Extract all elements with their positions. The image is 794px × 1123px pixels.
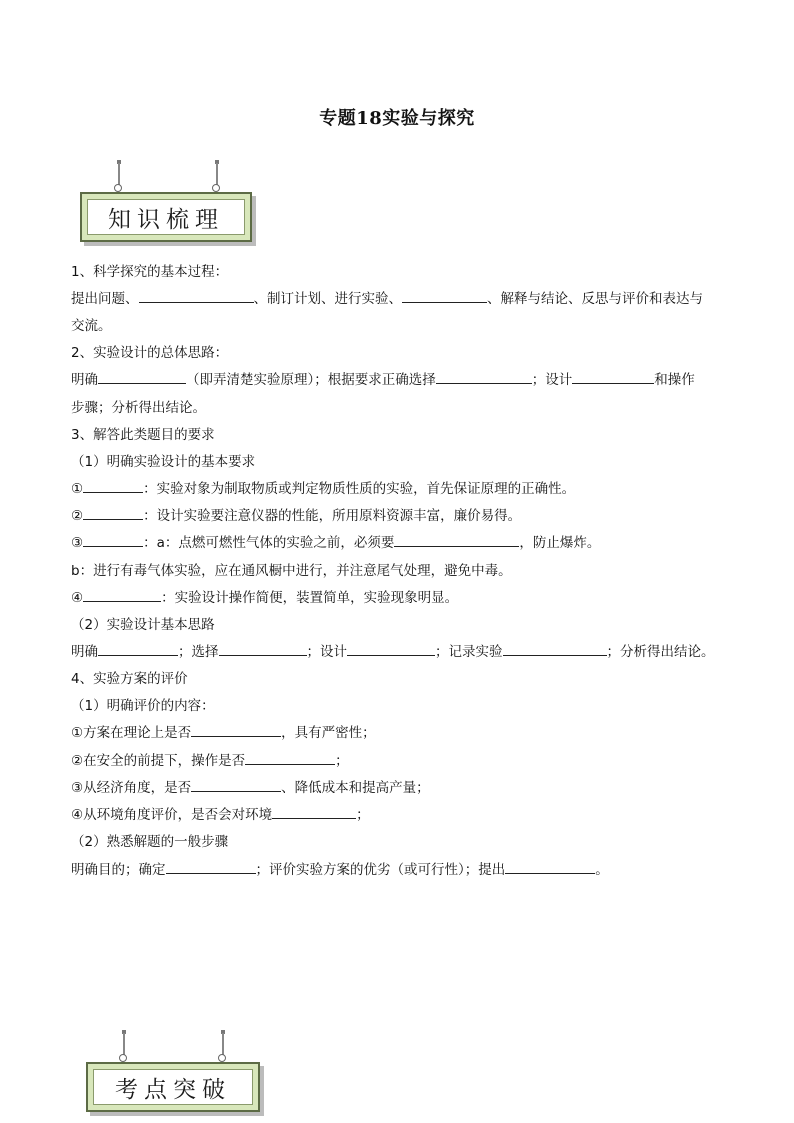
text-line [71, 694, 215, 714]
line-text: ；选择 [178, 644, 219, 660]
fill-in-blank[interactable] [83, 534, 143, 547]
fill-in-blank[interactable] [83, 589, 161, 602]
hanging-ring-icon [212, 184, 220, 192]
knowledge-section-sign [80, 160, 260, 246]
line-text: 步骤；分析得出结论。 [71, 400, 206, 416]
line-text: ，防止爆炸。 [519, 535, 601, 551]
line-text: 。 [595, 862, 609, 878]
text-line [71, 749, 349, 769]
text-line [71, 396, 206, 416]
fill-in-blank[interactable] [166, 861, 256, 874]
line-text: ；分析得出结论。 [606, 644, 715, 660]
hanging-ring-icon [218, 1054, 226, 1062]
line-text: （2）实验设计基本思路 [71, 617, 215, 633]
section-header-board [86, 1062, 260, 1112]
line-text: 提出问题、 [71, 291, 139, 307]
line-text: 、解释与结论、反思与评价和表达与 [487, 291, 703, 307]
line-text: 和操作 [654, 372, 695, 388]
text-line [71, 423, 215, 443]
line-text: 3、解答此类题目的要求 [71, 427, 215, 443]
text-line [71, 531, 600, 551]
line-text: ：实验对象为制取物质或判定物质性质的实验，首先保证原理的正确性。 [143, 481, 576, 497]
line-text: 2、实验设计的总体思路： [71, 345, 229, 361]
page-title: 专题18实验与探究 [319, 108, 475, 129]
section-header-board [80, 192, 252, 242]
line-text: （1）明确实验设计的基本要求 [71, 454, 256, 470]
line-text: ①方案在理论上是否 [71, 725, 192, 741]
fill-in-blank[interactable] [98, 643, 178, 656]
fill-in-blank[interactable] [572, 371, 654, 384]
text-line [71, 721, 376, 741]
line-text: ：设计实验要注意仪器的性能，所用原料资源丰富，廉价易得。 [143, 508, 522, 524]
fill-in-blank[interactable] [402, 290, 487, 303]
line-text: 1、科学探究的基本过程： [71, 264, 229, 280]
line-text: 明确 [71, 644, 98, 660]
line-text: b：进行有毒气体实验，应在通风橱中进行，并注意尾气处理，避免中毒。 [71, 563, 512, 579]
text-line [71, 477, 575, 497]
line-text: ②在安全的前提下，操作是否 [71, 753, 246, 769]
line-text: ：a：点燃可燃性气体的实验之前，必须要 [143, 535, 395, 551]
fill-in-blank[interactable] [139, 290, 254, 303]
fill-in-blank[interactable] [503, 643, 607, 656]
text-line [71, 613, 215, 633]
text-line [71, 504, 521, 524]
line-text: ；记录实验 [435, 644, 503, 660]
line-text: ② [71, 508, 84, 524]
fill-in-blank[interactable] [191, 724, 281, 737]
text-line [71, 287, 703, 307]
fill-in-blank[interactable] [245, 752, 335, 765]
line-text: 、降低成本和提高产量； [281, 780, 430, 796]
line-text: 、制订计划、进行实验、 [253, 291, 402, 307]
line-text: ③从经济角度，是否 [71, 780, 192, 796]
line-text: 4、实验方案的评价 [71, 671, 188, 687]
hanging-ring-icon [119, 1054, 127, 1062]
text-line [71, 803, 370, 823]
fill-in-blank[interactable] [436, 371, 532, 384]
line-text: （2）熟悉解题的一般步骤 [71, 834, 229, 850]
text-line [71, 667, 188, 687]
text-line [71, 368, 695, 388]
line-text: ③ [71, 535, 84, 551]
fill-in-blank[interactable] [83, 507, 143, 520]
line-text: ① [71, 481, 84, 497]
line-text: 明确目的；确定 [71, 862, 166, 878]
exam-section-sign [86, 1030, 266, 1116]
fill-in-blank[interactable] [83, 480, 143, 493]
line-text: （即弄清楚实验原理）；根据要求正确选择 [186, 372, 436, 388]
line-text: ；设计 [306, 644, 347, 660]
fill-in-blank[interactable] [219, 643, 307, 656]
text-line [71, 341, 228, 361]
fill-in-blank[interactable] [191, 779, 281, 792]
line-text: ； [335, 753, 349, 769]
line-text: 交流。 [71, 318, 112, 334]
line-text: ； [356, 807, 370, 823]
fill-in-blank[interactable] [394, 534, 519, 547]
text-line [71, 776, 430, 796]
text-line [71, 640, 715, 660]
text-line [71, 830, 228, 850]
line-text: ，具有严密性； [281, 725, 376, 741]
text-line [71, 260, 228, 280]
section-header-knowledge: 知识梳理 [108, 206, 224, 233]
fill-in-blank[interactable] [347, 643, 435, 656]
text-line [71, 314, 112, 334]
line-text: ；评价实验方案的优劣（或可行性）；提出 [255, 862, 506, 878]
line-text: ④ [71, 590, 84, 606]
fill-in-blank[interactable] [505, 861, 595, 874]
text-line [71, 559, 512, 579]
line-text: （1）明确评价的内容： [71, 698, 215, 714]
section-header-exam: 考点突破 [115, 1076, 231, 1103]
hanging-ring-icon [114, 184, 122, 192]
text-line [71, 858, 609, 878]
fill-in-blank[interactable] [98, 371, 186, 384]
fill-in-blank[interactable] [272, 806, 356, 819]
line-text: ；设计 [531, 372, 573, 388]
text-line [71, 586, 458, 606]
line-text: 明确 [71, 372, 98, 388]
line-text: ④从环境角度评价，是否会对环境 [71, 807, 273, 823]
text-line [71, 450, 255, 470]
line-text: ：实验设计操作简便，装置简单，实验现象明显。 [161, 590, 459, 606]
